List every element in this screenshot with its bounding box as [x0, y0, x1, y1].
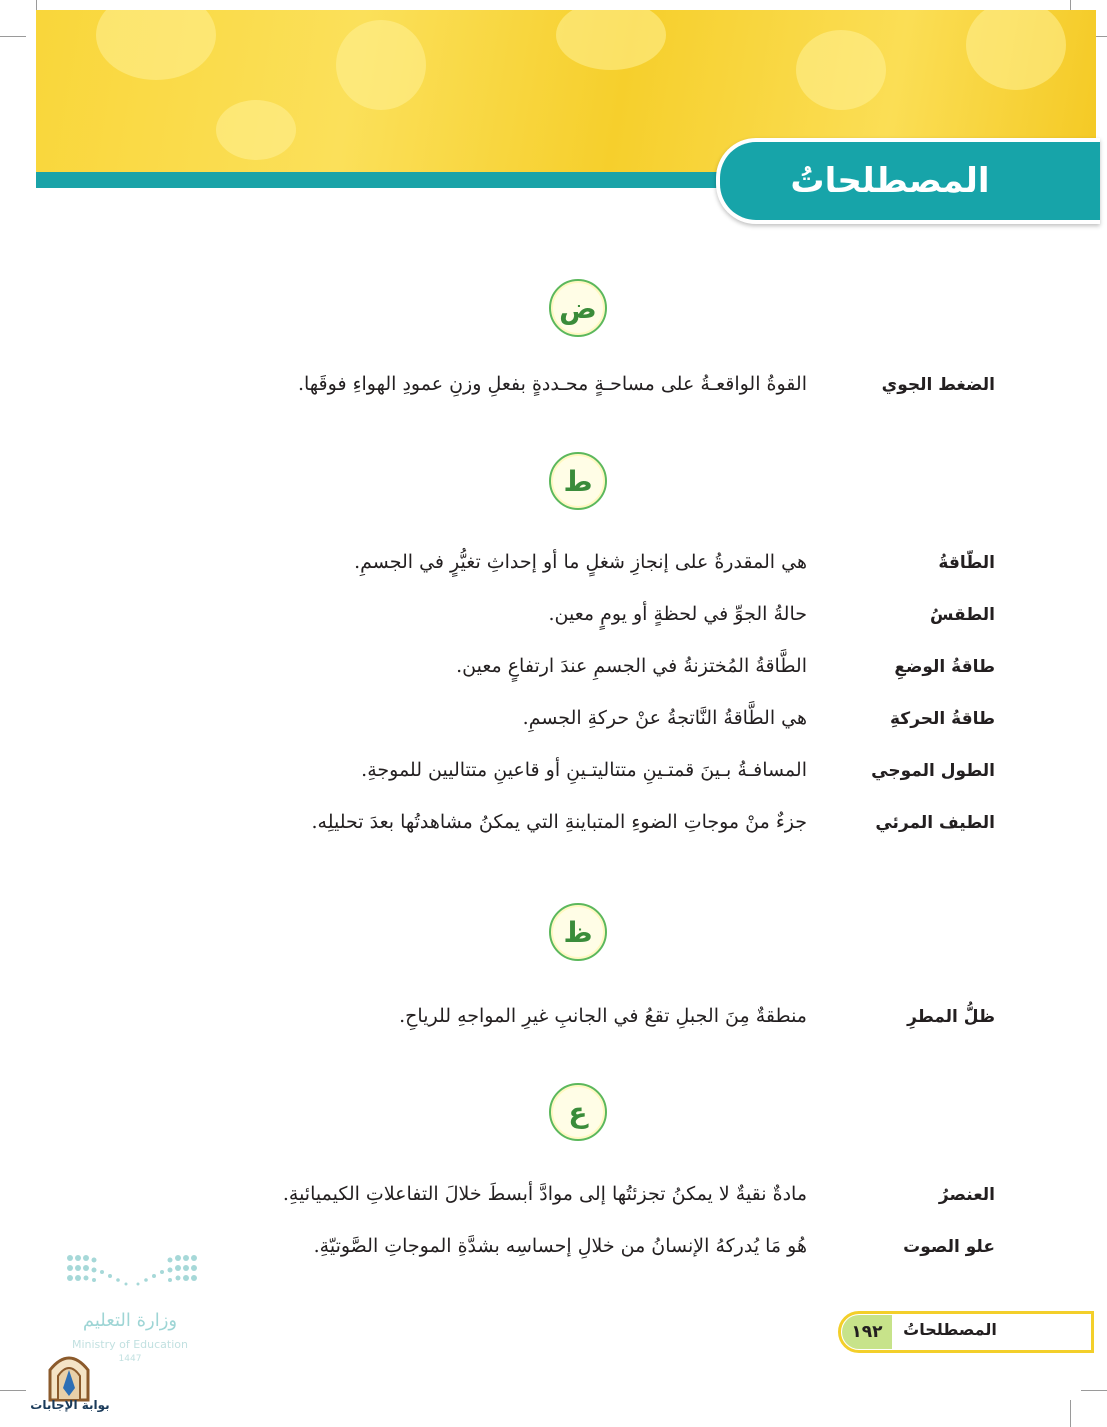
banner-decoration	[556, 10, 666, 70]
section-letter-ain: ع	[549, 1083, 607, 1141]
definition: الطَّاقةُ المُختزنةُ في الجسمِ عندَ ارتفاعٍ معين.	[456, 655, 807, 677]
section-letter-ta: ط	[549, 452, 607, 510]
definition: هي المقدرةُ على إنجازِ شغلٍ ما أو إحداثِ تغيُّرٍ في الجسمِ.	[354, 551, 807, 573]
term: طاقةُ الوضعِ	[894, 657, 995, 677]
definition: جزءٌ منْ موجاتِ الضوءِ المتباينةِ التي يمكنُ مشاهدتُها بعدَ تحليلِه.	[311, 811, 807, 833]
page-title-box	[716, 138, 1100, 224]
banner-decoration	[966, 10, 1066, 90]
section-letter-dad: ض	[549, 279, 607, 337]
definition: هي الطَّاقةُ النَّاتجةُ عنْ حركةِ الجسمِ.	[522, 707, 807, 729]
ministry-name-english: Ministry of Education	[71, 1338, 188, 1351]
crop-mark	[1070, 1400, 1071, 1427]
crop-mark	[0, 1390, 26, 1391]
definition: المسافـةُ بـينَ قمتـينِ متتاليتـينِ أو قاعينِ متتاليين للموجةِ.	[361, 759, 807, 781]
term: الطيف المرئي	[875, 813, 995, 833]
page-number: ١٩٢	[842, 1315, 892, 1349]
banner-decoration	[96, 10, 216, 80]
crop-mark	[0, 36, 26, 37]
definition: هُو مَا يُدركهُ الإنسانُ من خلالِ إحساسِه بشدَّةِ الموجاتِ الصَّوتيّةِ.	[313, 1235, 807, 1257]
ministry-name-arabic: وزارة التعليم	[82, 1310, 178, 1331]
term: الطقسُ	[929, 605, 995, 625]
definition: حالةُ الجوِّ في لحظةٍ أو يومٍ معين.	[548, 603, 807, 625]
watermark-text: بوابة الإجابات	[30, 1398, 110, 1412]
term: الضغط الجوي	[881, 375, 995, 395]
definition: القوةُ الواقعـةُ على مساحـةٍ محـددةٍ بفعلِ وزنِ عمودِ الهواءِ فوقَها.	[297, 373, 807, 395]
page-title: المصطلحاتُ	[790, 161, 990, 201]
term: الطول الموجي	[871, 761, 995, 781]
term: طاقةُ الحركةِ	[890, 709, 995, 729]
ministry-year: 1447	[118, 1354, 142, 1364]
term: ظلُّ المطرِ	[907, 1007, 995, 1027]
footer-label: المصطلحاتُ	[903, 1320, 997, 1339]
term: علو الصوت	[903, 1237, 995, 1257]
banner-decoration	[336, 20, 426, 110]
definition: منطقةٌ مِنَ الجبلِ تقعُ في الجانبِ غيرِ المواجهِ للرياحِ.	[399, 1005, 807, 1027]
definition: مادةٌ نقيةٌ لا يمكنُ تجزئتُها إلى موادَّ أبسطَ خلالَ التفاعلاتِ الكيميائيةِ.	[282, 1183, 807, 1205]
ministry-dots-icon	[64, 1250, 200, 1294]
term: العنصرُ	[938, 1185, 995, 1205]
gate-logo-icon	[44, 1348, 94, 1402]
ministry-logo	[60, 1250, 200, 1364]
term: الطّاقةُ	[938, 553, 995, 573]
banner-decoration	[796, 30, 886, 110]
section-letter-za: ظ	[549, 903, 607, 961]
crop-mark	[1081, 1390, 1107, 1391]
banner-decoration	[216, 100, 296, 160]
